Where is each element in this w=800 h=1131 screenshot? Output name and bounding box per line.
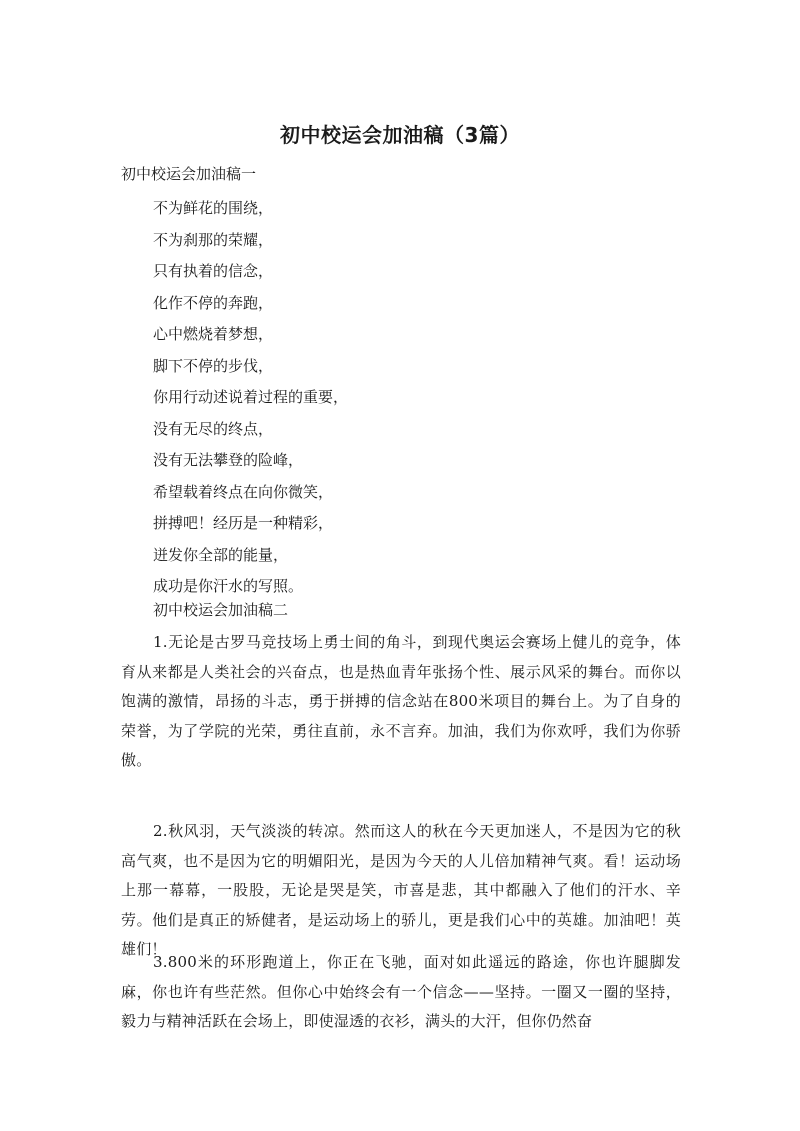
- section-heading-1: 初中校运会加油稿一: [121, 165, 257, 183]
- poem-lines: [153, 193, 348, 603]
- document-title: 初中校运会加油稿（3篇）: [280, 123, 520, 147]
- poem-line: 你用行动述说着过程的重要，: [153, 388, 349, 406]
- poem-line: 心中燃烧着梦想，: [153, 325, 274, 343]
- paragraph-1: 1.无论是古罗马竞技场上勇士间的角斗，到现代奥运会赛场上健儿的竞争，体育从来都是人类社会的兴奋点，也是热血青年张扬个性、展示风采的舞台。而你以饱满的激情，昂扬的斗志，勇于拼搏的信念站在800米项目的舞台上。为了自身的荣誉，为了学院的光荣，勇往直前，永不言弃。加油，我们为你欢呼，我们为你骄傲。: [121, 633, 681, 769]
- poem-line: 希望载着终点在向你微笑，: [153, 482, 334, 501]
- poem-line: 成功是你汗水的写照。: [153, 577, 304, 595]
- poem-line: 没有无尽的终点，: [153, 419, 274, 438]
- poem-line: 没有无法攀登的险峰，: [153, 451, 304, 469]
- poem-line: 不为鲜花的围绕，: [153, 199, 274, 217]
- poem-line: 迸发你全部的能量，: [153, 545, 289, 564]
- poem-line: 不为刹那的荣耀，: [153, 230, 274, 249]
- poem-line: 化作不停的奔跑，: [153, 293, 274, 312]
- poem-line: 只有执着的信念，: [153, 262, 274, 280]
- paragraph-2: 2.秋风羽，天气淡淡的转凉。然而这人的秋在今天更加迷人，不是因为它的秋高气爽，也不是因为它的明媚阳光，是因为今天的人儿倍加精神气爽。看！运动场上那一幕幕，一股股，无论是哭是笑，市喜是悲，其中都融入了他们的汗水、辛劳。他们是真正的矫健者，是运动场上的骄儿，更是我们心中的英雄。加油吧！英雄们！: [121, 822, 681, 958]
- section-heading-2: 初中校运会加油稿二: [153, 601, 289, 619]
- poem-line: 拼搏吧！经历是一种精彩，: [153, 514, 334, 532]
- poem-line: 脚下不停的步伐，: [153, 356, 274, 375]
- paragraph-3: 3.800米的环形跑道上，你正在飞驰，面对如此遥远的路途，你也许腿脚发麻，你也许有些茫然。但你心中始终会有一个信念——坚持。一圈又一圈的坚持，毅力与精神活跃在会场上，即使湿透的衣衫，满头的大汗，但你仍然奋: [121, 953, 681, 1030]
